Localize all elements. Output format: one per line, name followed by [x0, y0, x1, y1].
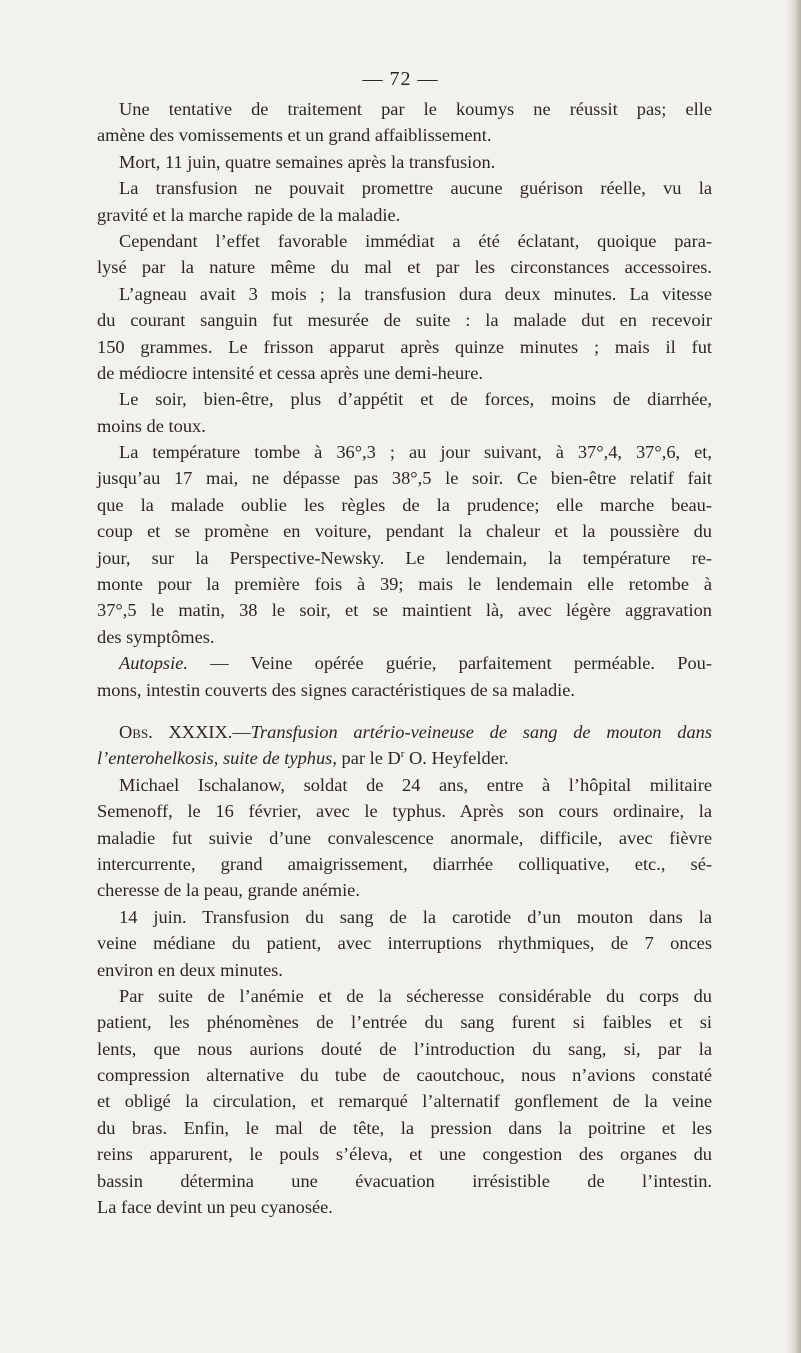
text-line: bassin détermina une évacuation irrésistible de l’intestin.: [97, 1170, 712, 1191]
text-line: [97, 650, 712, 676]
autopsie-text: — Veine opérée guérie, parfaitement perméable. Pou-: [210, 653, 712, 674]
text-line: La face devint un peu cyanosée.: [97, 1197, 333, 1218]
text-line: Cependant l’effet favorable immédiat a été éclatant, quoique para-: [119, 230, 712, 251]
text-line: mons, intestin couverts des signes caractéristiques de sa maladie.: [97, 679, 576, 700]
text-line: reins apparurent, le pouls s’éleva, et une congestion des organes du: [97, 1144, 712, 1165]
page-text: [97, 96, 712, 1247]
page-number: — 72 —: [362, 68, 439, 90]
text-line: compression alternative du tube de caoutchouc, nous n’avions constaté: [97, 1065, 712, 1086]
text-line: 14 juin. Transfusion du sang de la carotide d’un mouton dans la: [119, 906, 712, 927]
text-line: et obligé la circulation, et remarqué l’alternatif gonflement de la veine: [97, 1091, 712, 1112]
title-par: , par le D: [332, 748, 401, 769]
section-gap: [97, 703, 712, 719]
text-line: des symptômes.: [97, 626, 215, 647]
text-line: 37°,5 le matin, 38 le soir, et se maintient là, avec légère aggravation: [97, 600, 712, 621]
text-line: coup et se promène en voiture, pendant la chaleur et la poussière du: [97, 521, 712, 542]
text-line: du bras. Enfin, le mal de tête, la pression dans la poitrine et les: [97, 1117, 712, 1138]
text-line: jusqu’au 17 mai, ne dépasse pas 38°,5 le soir. Ce bien-être relatif fait: [97, 468, 712, 489]
text-line: monte pour la première fois à 39; mais le lendemain elle retombe à: [97, 574, 712, 595]
text-line: gravité et la marche rapide de la maladie.: [97, 204, 401, 225]
text-line: veine médiane du patient, avec interruptions rhythmiques, de 7 onces: [97, 933, 712, 954]
observation-title: Transfusion artério-veineuse de sang de mouton dans: [250, 721, 712, 742]
title-suite: , suite de: [213, 748, 280, 769]
page-edge-shadow: [785, 0, 801, 1353]
title-author: O. Heyfelder.: [404, 748, 509, 769]
autopsie-heading: Autopsie.: [119, 653, 188, 674]
observation-number: Obs. XXXIX.: [119, 721, 233, 742]
text-line: La transfusion ne pouvait promettre aucune guérison réelle, vu la: [119, 178, 712, 199]
text-line: intercurrente, grand amaigrissement, diarrhée colliquative, etc., sé-: [97, 853, 712, 874]
text-line: de médiocre intensité et cessa après une demi-heure.: [97, 362, 484, 383]
observation-title-line: [97, 745, 712, 771]
text-line: amène des vomissements et un grand affaiblissement.: [97, 125, 492, 146]
text-line: L’agneau avait 3 mois ; la transfusion dura deux minutes. La vitesse: [119, 283, 712, 304]
text-line: La température tombe à 36°,3 ; au jour suivant, à 37°,4, 37°,6, et,: [119, 442, 712, 463]
text-line: maladie fut suivie d’une convalescence anormale, difficile, avec fièvre: [97, 827, 712, 848]
title-dash: —: [232, 721, 251, 742]
text-line: Le soir, bien-être, plus d’appétit et de forces, moins de diarrhée,: [119, 389, 712, 410]
text-line: jour, sur la Perspective-Newsky. Le lendemain, la température re-: [97, 547, 712, 568]
text-line: [97, 1220, 712, 1246]
title-typhus: typhus: [284, 748, 333, 769]
text-line: cheresse de la peau, grande anémie.: [97, 880, 360, 901]
text-line: environ en deux minutes.: [97, 959, 283, 980]
text-line: moins de toux.: [97, 415, 206, 436]
title-term: l’enterohelkosis: [97, 748, 214, 769]
text-line: du courant sanguin fut mesurée de suite : la malade dut en recevoir: [97, 310, 712, 331]
observation-title-line: [97, 719, 712, 745]
text-line: 150 grammes. Le frisson apparut après quinze minutes ; mais il fut: [97, 336, 712, 357]
text-line: Mort, 11 juin, quatre semaines après la transfusion.: [119, 151, 496, 172]
text-line: lents, que nous aurions douté de l’introduction du sang, si, par la: [97, 1038, 712, 1059]
text-line: patient, les phénomènes de l’entrée du sang furent si faibles et si: [97, 1012, 712, 1033]
text-line: lysé par la nature même du mal et par les circonstances accessoires.: [97, 257, 712, 278]
text-line: que la malade oublie les règles de la prudence; elle marche beau-: [97, 494, 712, 515]
text-line: Semenoff, le 16 février, avec le typhus. Après son cours ordinaire, la: [97, 801, 712, 822]
text-line: Michael Ischalanow, soldat de 24 ans, entre à l’hôpital militaire: [119, 774, 712, 795]
title-sup: r: [400, 748, 405, 761]
text-line: Par suite de l’anémie et de la sécheresse considérable du corps du: [119, 985, 712, 1006]
text-line: Une tentative de traitement par le koumys ne réussit pas; elle: [119, 99, 712, 119]
